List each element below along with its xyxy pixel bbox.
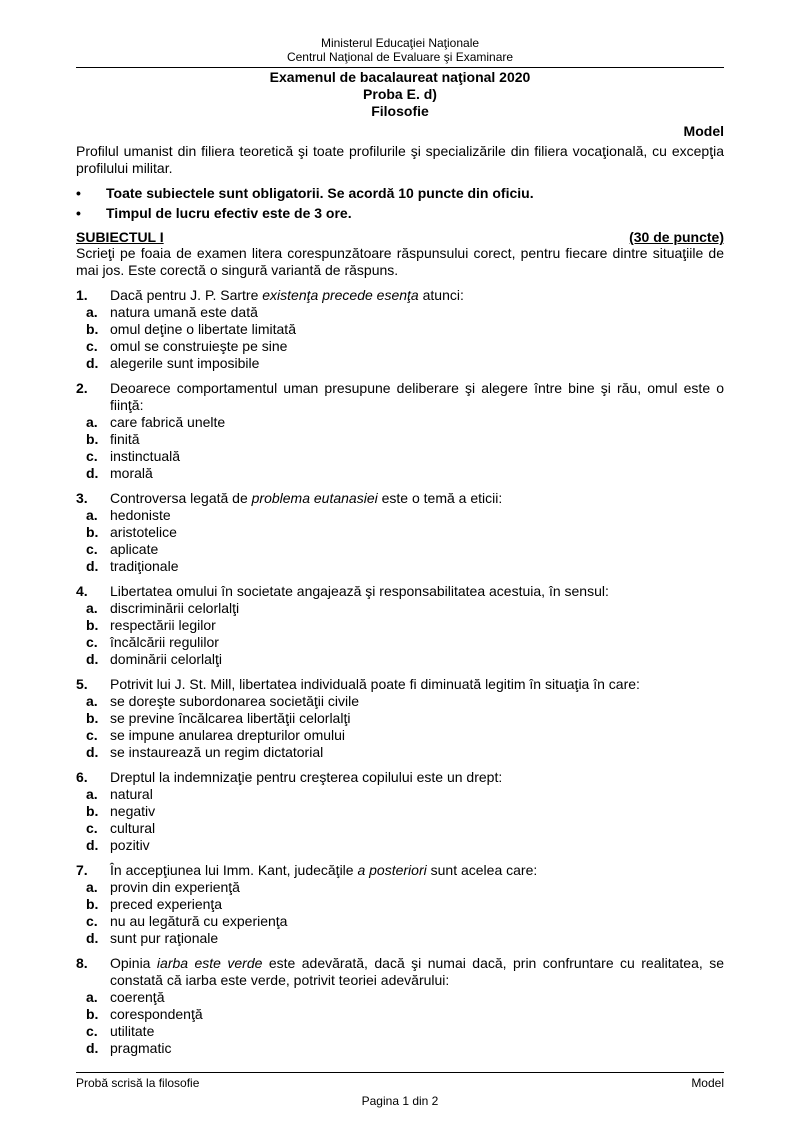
option-text: alegerile sunt imposibile: [110, 355, 260, 371]
option-text: cultural: [110, 820, 156, 836]
answer-option: [76, 820, 724, 837]
option-text: utilitate: [110, 1023, 155, 1039]
option-letter: b.: [86, 1006, 99, 1022]
question-item: [76, 676, 724, 761]
option-text: negativ: [110, 803, 156, 819]
question-item: [76, 955, 724, 1057]
exam-title: Examenul de bacalaureat naţional 2020: [269, 69, 531, 85]
center-name: Centrul Naţional de Evaluare şi Examinare: [286, 50, 514, 64]
answer-option: [76, 465, 724, 482]
question-emphasis: problema eutanasiei: [251, 490, 378, 506]
option-letter: c.: [86, 1023, 98, 1039]
model-label: Model: [683, 123, 724, 139]
answer-option: [76, 448, 724, 465]
question-text: [110, 287, 724, 304]
option-letter: c.: [86, 338, 98, 354]
question-stem: [76, 769, 724, 786]
answer-option: [76, 304, 724, 321]
option-text: care fabrică unelte: [110, 414, 226, 430]
answer-option: [76, 803, 724, 820]
question-stem: [76, 862, 724, 879]
option-letter: a.: [86, 507, 98, 523]
answer-option: [76, 989, 724, 1006]
answer-option: [76, 710, 724, 727]
option-text: omul se construieşte pe sine: [110, 338, 288, 354]
option-letter: b.: [86, 617, 99, 633]
option-letter: a.: [86, 786, 98, 802]
option-letter: b.: [86, 431, 99, 447]
question-text: [110, 955, 724, 989]
option-text: provin din experienţă: [110, 879, 240, 895]
subject-name: Filosofie: [371, 103, 429, 119]
option-text: se instaurează un regim dictatorial: [110, 744, 324, 760]
answer-option: [76, 338, 724, 355]
answer-option: [76, 727, 724, 744]
option-text: pragmatic: [110, 1040, 172, 1056]
answer-option: [76, 541, 724, 558]
rule-text: Toate subiectele sunt obligatorii. Se acordă 10 puncte din oficiu.: [106, 185, 534, 201]
subject-heading: [76, 229, 724, 245]
question-text: [110, 490, 724, 507]
option-text: instinctuală: [110, 448, 181, 464]
option-letter: d.: [86, 744, 99, 760]
question-item: [76, 287, 724, 372]
subject-instructions: Scrieţi pe foaia de examen litera corespunzătoare răspunsului corect, pentru fiecare dintre situaţiile de mai jos. Este corectă o singură variantă de răspuns.: [76, 245, 724, 278]
question-text-part: este o temă a eticii:: [377, 490, 503, 506]
option-letter: d.: [86, 465, 99, 481]
question-item: [76, 583, 724, 668]
answer-option: [76, 1006, 724, 1023]
question-text-part: Controversa legată de: [110, 490, 252, 506]
question-number: 2.: [76, 380, 88, 396]
question-number: 5.: [76, 676, 88, 692]
answer-option: [76, 634, 724, 651]
option-letter: d.: [86, 355, 99, 371]
question-number: 7.: [76, 862, 88, 878]
option-letter: d.: [86, 651, 99, 667]
question-text-part: este adevărată, dacă şi numai dacă, prin confruntare cu realitatea, se constată că iarba este verde, potrivit teoriei adevărului:: [110, 955, 724, 988]
answer-option: [76, 1023, 724, 1040]
option-letter: c.: [86, 541, 98, 557]
option-text: discriminării celorlalţi: [110, 600, 240, 616]
answer-option: [76, 693, 724, 710]
question-text: [110, 380, 724, 414]
question-emphasis: a posteriori: [357, 862, 427, 878]
rules-list: [76, 183, 724, 223]
option-text: pozitiv: [110, 837, 150, 853]
question-item: [76, 769, 724, 854]
option-letter: d.: [86, 930, 99, 946]
option-letter: c.: [86, 913, 98, 929]
question-item: [76, 862, 724, 947]
question-text-part: În accepţiunea lui Imm. Kant, judecăţile: [110, 862, 358, 878]
exam-page: [76, 36, 724, 1057]
answer-option: [76, 558, 724, 575]
page-number: Pagina 1 din 2: [361, 1094, 439, 1108]
option-letter: d.: [86, 558, 99, 574]
option-text: omul deţine o libertate limitată: [110, 321, 296, 337]
option-text: se previne încălcarea libertăţii celorlalţi: [110, 710, 351, 726]
option-text: corespondenţă: [110, 1006, 203, 1022]
bullet-icon: •: [76, 205, 81, 221]
option-text: dominării celorlalţi: [110, 651, 223, 667]
option-text: tradiţionale: [110, 558, 179, 574]
answer-option: [76, 617, 724, 634]
question-stem: [76, 287, 724, 304]
question-text: [110, 769, 724, 786]
question-text-part: Opinia: [110, 955, 157, 971]
option-text: aplicate: [110, 541, 159, 557]
answer-option: [76, 431, 724, 448]
footer-divider: [76, 1072, 724, 1073]
rule-text: Timpul de lucru efectiv este de 3 ore.: [106, 205, 352, 221]
option-text: respectării legilor: [110, 617, 216, 633]
option-letter: b.: [86, 896, 99, 912]
option-text: finită: [110, 431, 140, 447]
option-letter: a.: [86, 879, 98, 895]
answer-option: [76, 414, 724, 431]
option-text: natural: [110, 786, 153, 802]
answer-option: [76, 786, 724, 803]
question-number: 1.: [76, 287, 88, 303]
ministry-name: Ministerul Educaţiei Naţionale: [320, 36, 480, 50]
answer-option: [76, 600, 724, 617]
option-text: hedoniste: [110, 507, 171, 523]
option-text: natura umană este dată: [110, 304, 258, 320]
answer-option: [76, 507, 724, 524]
answer-option: [76, 1040, 724, 1057]
test-name: Proba E. d): [363, 86, 437, 102]
answer-option: [76, 930, 724, 947]
rule-item: [76, 183, 724, 203]
answer-option: [76, 879, 724, 896]
option-text: coerenţă: [110, 989, 165, 1005]
subject-points: (30 de puncte): [629, 229, 724, 245]
answer-option: [76, 913, 724, 930]
option-text: nu au legătură cu experienţa: [110, 913, 288, 929]
question-number: 8.: [76, 955, 88, 971]
option-letter: b.: [86, 710, 99, 726]
answer-option: [76, 744, 724, 761]
subject-title: SUBIECTUL I: [76, 229, 164, 245]
option-letter: a.: [86, 304, 98, 320]
question-text: [110, 862, 724, 879]
answer-option: [76, 355, 724, 372]
rule-item: [76, 203, 724, 223]
option-letter: b.: [86, 803, 99, 819]
question-stem: [76, 490, 724, 507]
question-text-part: atunci:: [418, 287, 464, 303]
option-letter: c.: [86, 820, 98, 836]
option-letter: b.: [86, 321, 99, 337]
question-text: [110, 583, 724, 600]
question-text-part: Libertatea omului în societate angajează şi responsabilitatea acestuia, în sensul:: [110, 583, 609, 599]
question-text-part: Potrivit lui J. St. Mill, libertatea individuală poate fi diminuată legitim în situaţia în care:: [110, 676, 640, 692]
question-number: 4.: [76, 583, 88, 599]
option-letter: a.: [86, 989, 98, 1005]
question-text-part: Dreptul la indemnizaţie pentru creşterea copilului este un drept:: [110, 769, 503, 785]
option-letter: c.: [86, 448, 98, 464]
answer-option: [76, 837, 724, 854]
option-text: aristotelice: [110, 524, 177, 540]
option-text: se doreşte subordonarea societăţii civile: [110, 693, 360, 709]
question-text-part: sunt acelea care:: [426, 862, 538, 878]
footer-left: Probă scrisă la filosofie: [76, 1076, 200, 1090]
footer-right: Model: [691, 1076, 724, 1090]
questions-list: [76, 287, 724, 1057]
answer-option: [76, 321, 724, 338]
question-text: [110, 676, 724, 693]
question-stem: [76, 380, 724, 414]
question-emphasis: existenţa precede esenţa: [262, 287, 419, 303]
question-number: 3.: [76, 490, 88, 506]
question-number: 6.: [76, 769, 88, 785]
option-text: morală: [110, 465, 153, 481]
answer-option: [76, 896, 724, 913]
option-letter: b.: [86, 524, 99, 540]
option-letter: c.: [86, 727, 98, 743]
option-text: sunt pur raţionale: [110, 930, 219, 946]
question-stem: [76, 676, 724, 693]
option-letter: a.: [86, 600, 98, 616]
header-divider: [76, 67, 724, 68]
question-text-part: Dacă pentru J. P. Sartre: [110, 287, 263, 303]
option-text: încălcării regulilor: [110, 634, 219, 650]
option-letter: a.: [86, 414, 98, 430]
option-letter: d.: [86, 1040, 99, 1056]
question-stem: [76, 583, 724, 600]
option-text: preced experienţa: [110, 896, 223, 912]
question-item: [76, 380, 724, 482]
option-letter: a.: [86, 693, 98, 709]
answer-option: [76, 524, 724, 541]
bullet-icon: •: [76, 185, 81, 201]
profile-text: Profilul umanist din filiera teoretică şi toate profilurile şi specializările din filiera vocaţională, cu excepţia profilului militar.: [76, 143, 724, 176]
question-emphasis: iarba este verde: [156, 955, 263, 971]
question-text-part: Deoarece comportamentul uman presupune deliberare şi alegere între bine şi rău, omul este o fiinţă:: [110, 380, 724, 413]
option-text: se impune anularea drepturilor omului: [110, 727, 346, 743]
option-letter: c.: [86, 634, 98, 650]
page-footer: [76, 1076, 724, 1108]
question-item: [76, 490, 724, 575]
answer-option: [76, 651, 724, 668]
option-letter: d.: [86, 837, 99, 853]
question-stem: [76, 955, 724, 989]
